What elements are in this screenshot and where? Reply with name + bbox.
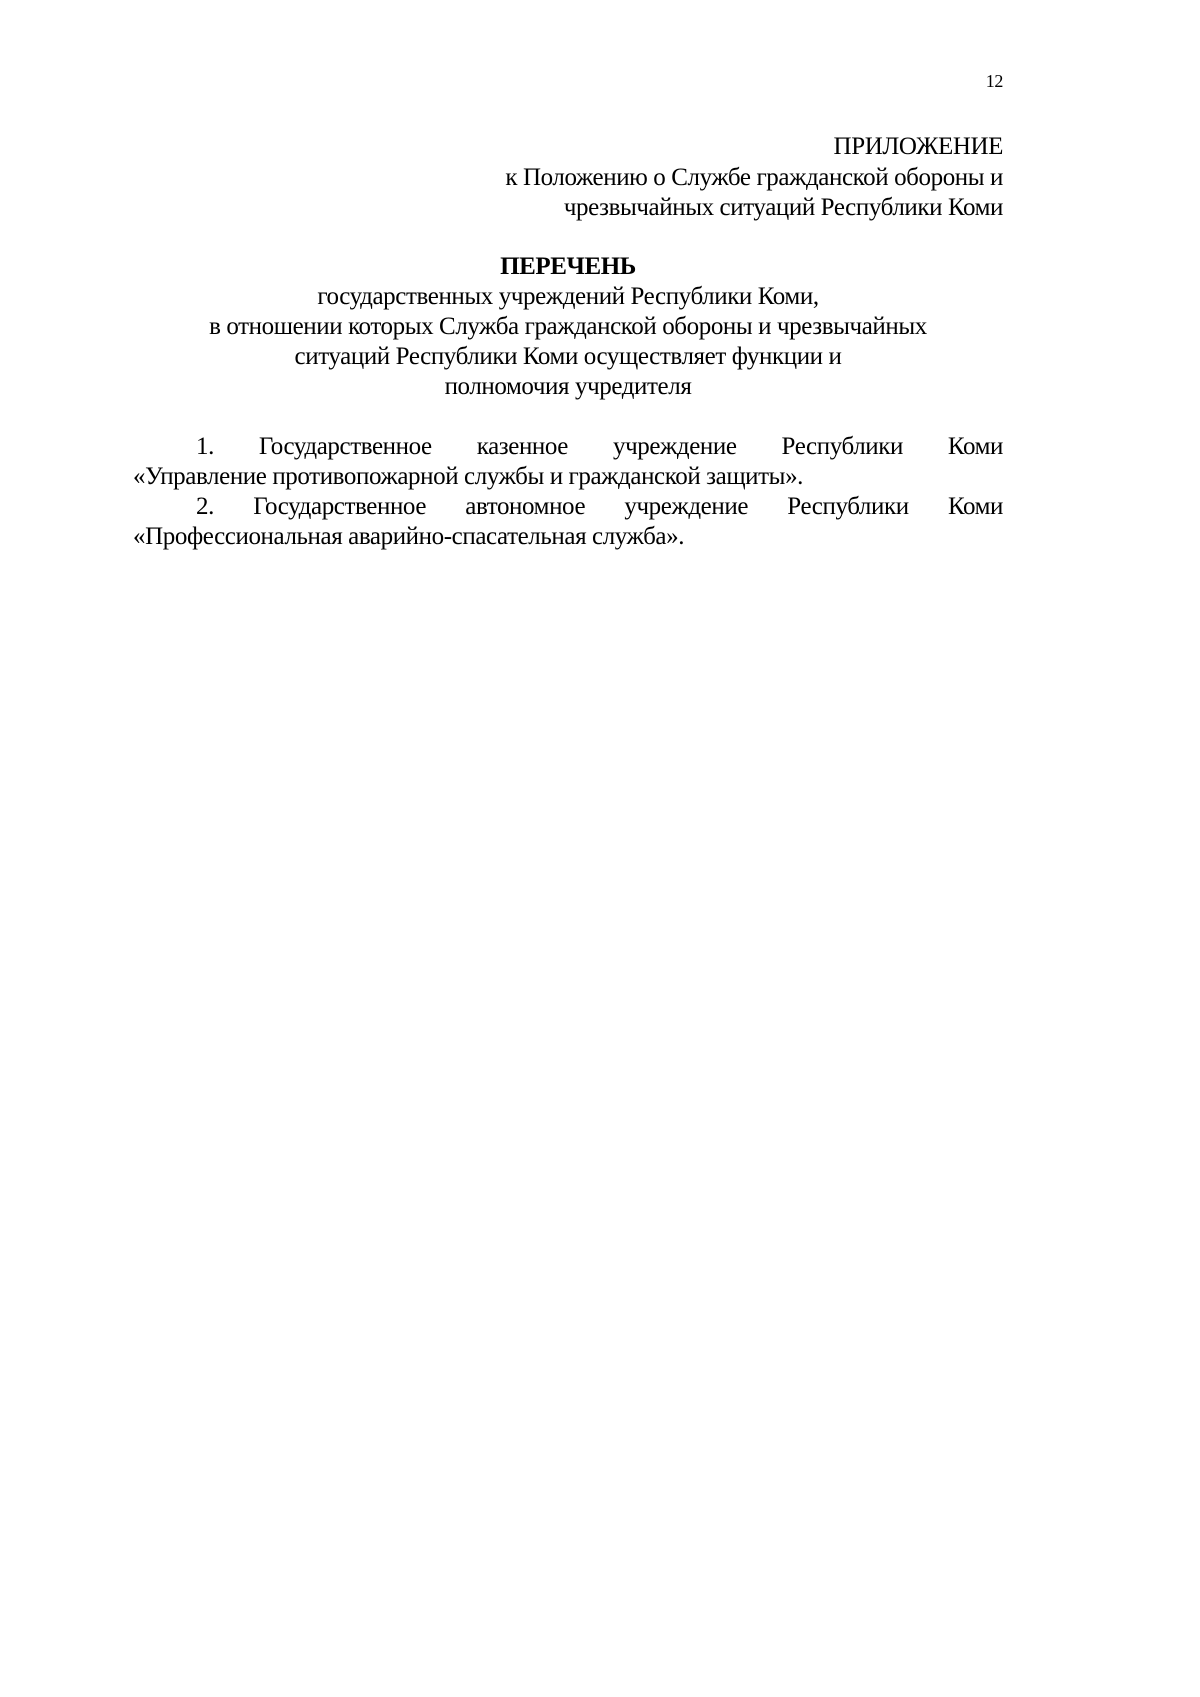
list-item-line-2: «Профессиональная аварийно-спасательная служба». [133,523,685,550]
subtitle-line: государственных учреждений Республики Коми, [317,283,819,310]
appendix-title: ПРИЛОЖЕНИЕ [833,133,1003,160]
list-item-line-1: 2. Государственное автономное учреждение Республики Коми [196,493,1003,520]
subtitle-line: в отношении которых Служба гражданской обороны и чрезвычайных [209,313,927,340]
appendix-reference-line-2: чрезвычайных ситуаций Республики Коми [563,194,1003,221]
list-item-line-1: 1. Государственное казенное учреждение Республики Коми [196,433,1003,460]
subtitle-line: полномочия учредителя [444,373,692,400]
subtitle-line: ситуаций Республики Коми осуществляет функции и [294,343,842,370]
appendix-reference-line-1: к Положению о Службе гражданской обороны и [505,164,1003,191]
page-number: 12 [985,71,1003,91]
list-heading: ПЕРЕЧЕНЬ [500,253,636,280]
list-item-line-2: «Управление противопожарной службы и гражданской защиты». [133,463,804,490]
